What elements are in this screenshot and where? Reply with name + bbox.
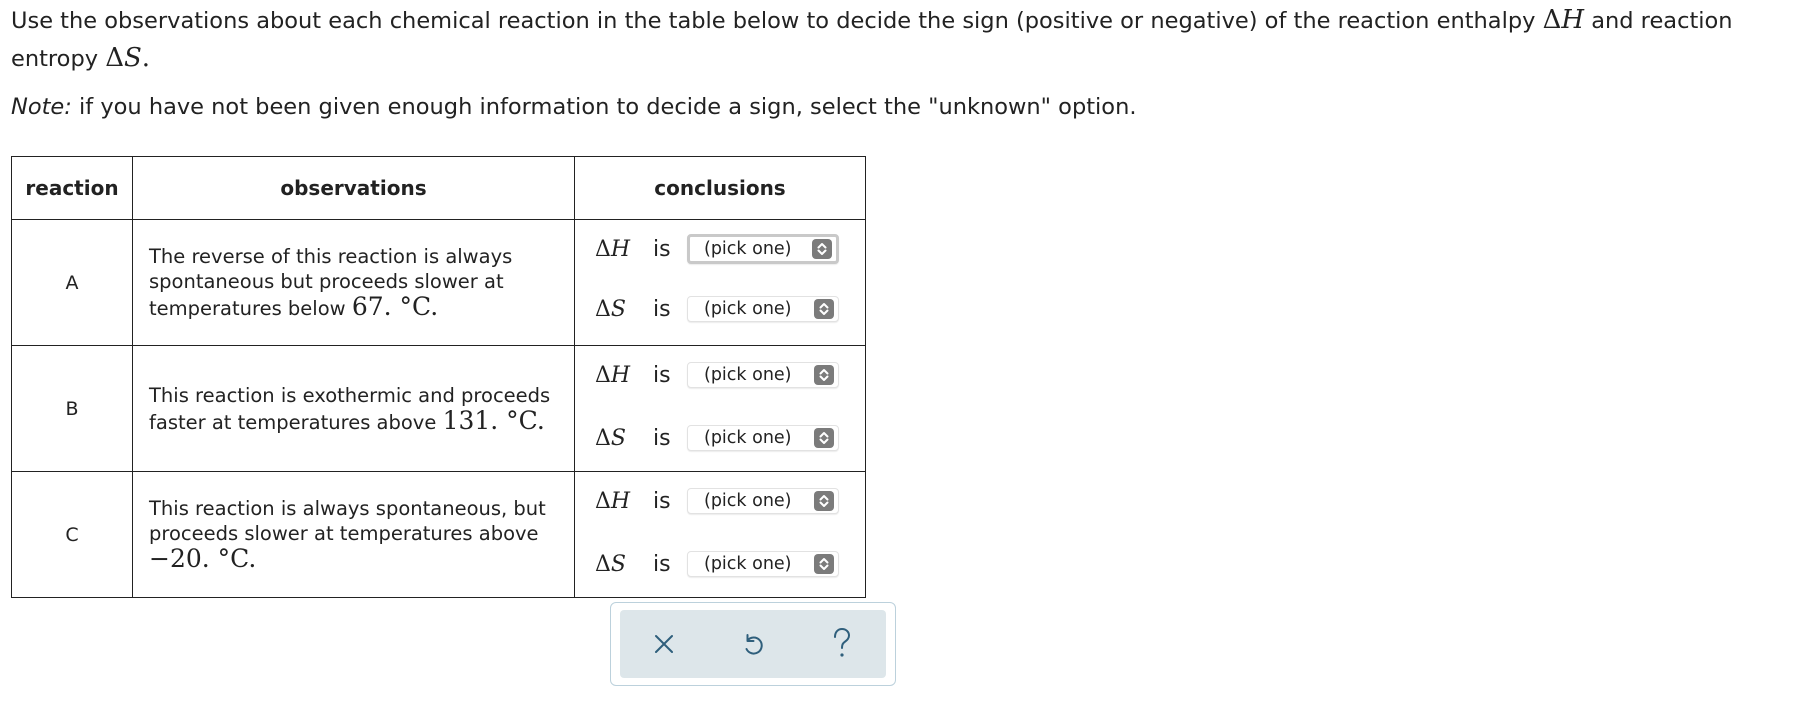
help-icon (829, 627, 855, 661)
chevron-updown-icon (814, 554, 834, 574)
reaction-label: C (12, 472, 133, 598)
temperature: −20. °C (149, 544, 249, 573)
reaction-label: B (12, 346, 133, 472)
chevron-updown-icon (812, 239, 832, 259)
table-row (12, 346, 866, 472)
delta-h-line: ΔH is (pick one) (595, 362, 839, 388)
delta-s-label: ΔS (595, 425, 626, 451)
delta-h-label: ΔH (595, 362, 631, 388)
chevron-updown-icon (814, 428, 834, 448)
header-observations: observations (133, 157, 575, 220)
instructions-text: Use the observations about each chemical reaction in the table below to decide the sign (positive or negative) of the reaction enthalpy (11, 8, 1543, 34)
undo-icon (739, 630, 767, 658)
observation-text: The reverse of this reaction is always spontaneous but proceeds slower at temperatures below 67. °C. (133, 220, 575, 346)
chevron-updown-icon (814, 299, 834, 319)
conclusions-cell (575, 472, 866, 598)
delta-s-label: ΔS (595, 551, 626, 577)
delta-h-symbol: ΔH (1542, 5, 1585, 35)
observation-text: This reaction is always spontaneous, but proceeds slower at temperatures above −20. °C. (133, 472, 575, 598)
reaction-label: A (12, 220, 133, 346)
chevron-updown-icon (814, 491, 834, 511)
header-reaction: reaction (12, 157, 133, 220)
delta-s-select[interactable]: (pick one) (687, 551, 839, 577)
instructions (11, 2, 1796, 78)
temperature: 131. °C (442, 405, 537, 435)
delta-s-label: ΔS (595, 296, 626, 322)
delta-s-line: ΔS is (pick one) (595, 425, 839, 451)
delta-s-select[interactable]: (pick one) (687, 425, 839, 451)
header-conclusions: conclusions (575, 157, 866, 220)
table-row (12, 472, 866, 598)
chevron-updown-icon (814, 365, 834, 385)
conclusions-cell (575, 220, 866, 346)
reaction-table (11, 156, 866, 598)
action-toolbar-inner (620, 610, 886, 678)
delta-h-select[interactable]: (pick one) (687, 234, 839, 264)
delta-h-label: ΔH (595, 236, 631, 262)
note-text: if you have not been given enough information to decide a sign, select the "unknown" option. (71, 94, 1137, 120)
conclusions-cell (575, 346, 866, 472)
clear-button[interactable] (639, 619, 689, 669)
delta-h-line: ΔH is (pick one) (595, 488, 839, 514)
note-label: Note: (11, 94, 72, 120)
delta-s-select[interactable]: (pick one) (687, 296, 839, 322)
undo-button[interactable] (728, 619, 778, 669)
delta-h-select[interactable]: (pick one) (687, 488, 839, 514)
delta-s-line: ΔS is (pick one) (595, 296, 839, 322)
delta-h-label: ΔH (595, 488, 631, 514)
close-icon (652, 632, 676, 656)
table-row (12, 220, 866, 346)
instructions-text-2: and reaction entropy (11, 8, 1733, 72)
observation-text: This reaction is exothermic and proceeds faster at temperatures above 131. °C. (133, 346, 575, 472)
temperature: 67. °C (351, 292, 431, 321)
note (11, 89, 1137, 125)
delta-h-line: ΔH is (pick one) (595, 234, 839, 264)
delta-s-symbol: ΔS. (105, 43, 151, 73)
delta-s-line: ΔS is (pick one) (595, 551, 839, 577)
action-toolbar (610, 602, 896, 686)
delta-h-select[interactable]: (pick one) (687, 362, 839, 388)
help-button[interactable] (817, 619, 867, 669)
